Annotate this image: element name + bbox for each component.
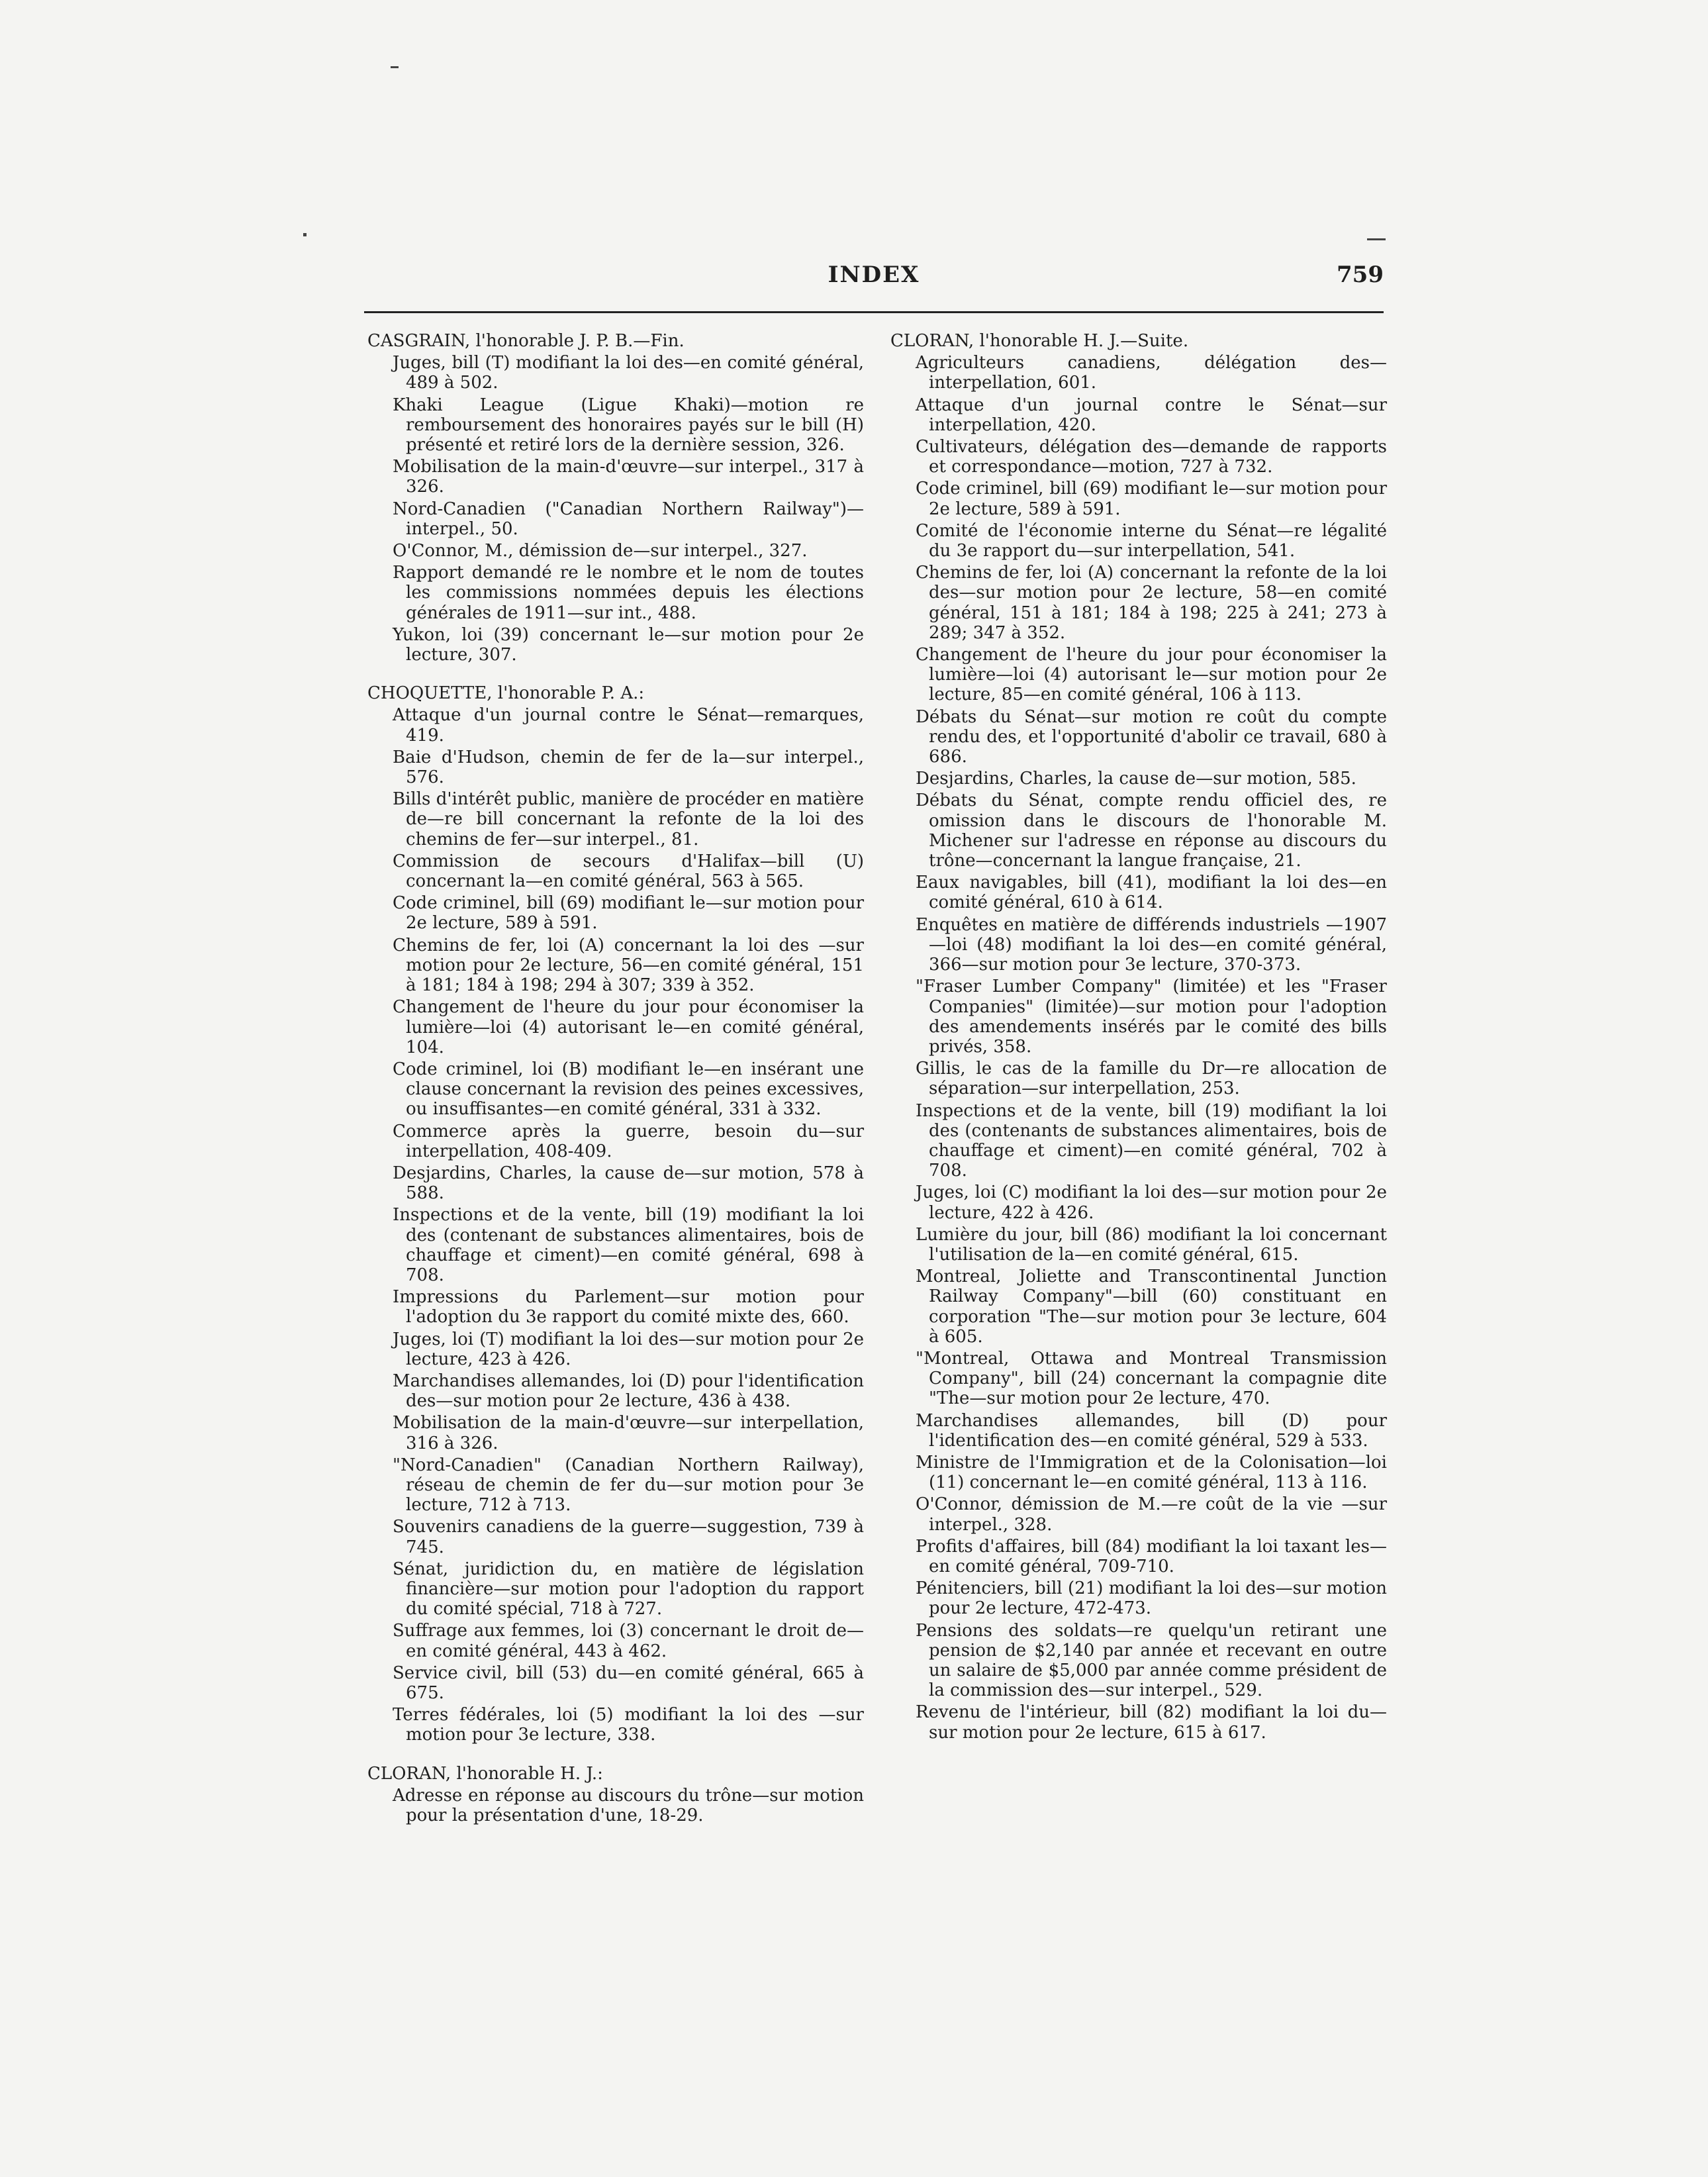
index-entry: Inspections et de la vente, bill (19) modifiant la loi des (contenants de substances alimentaires, bois de chauffage et ciment)—en comité général, 702 à 708. <box>916 1100 1387 1181</box>
index-entry: Juges, bill (T) modifiant la loi des—en comité général, 489 à 502. <box>393 353 864 393</box>
index-entry: Profits d'affaires, bill (84) modifiant la loi taxant les—en comité général, 709-710. <box>916 1536 1387 1576</box>
index-entry: Revenu de l'intérieur, bill (82) modifiant la loi du—sur motion pour 2e lecture, 615 à 617. <box>916 1702 1387 1743</box>
index-entry: Terres fédérales, loi (5) modifiant la loi des —sur motion pour 3e lecture, 338. <box>393 1705 864 1745</box>
index-heading: CHOQUETTE, l'honorable P. A.: <box>367 683 645 704</box>
index-entry: "Montreal, Ottawa and Montreal Transmission Company", bill (24) concernant la compagnie dite "The—sur motion pour 2e lecture, 470. <box>916 1348 1387 1409</box>
index-entry: Marchandises allemandes, bill (D) pour l'identification des—en comité général, 529 à 533. <box>916 1410 1387 1451</box>
index-entry: Code criminel, loi (B) modifiant le—en insérant une clause concernant la revision des peines excessives, ou insuffisantes—en comité général, 331 à 332. <box>393 1059 864 1120</box>
index-entry: "Fraser Lumber Company" (limitée) et les "Fraser Companies" (limitée)—sur motion pour l'adoption des amendements insérés par le comité des bills privés, 358. <box>916 977 1387 1057</box>
scan-mark <box>391 66 399 68</box>
index-entry: O'Connor, M., démission de—sur interpel., 327. <box>393 541 808 561</box>
page-number: 759 <box>1337 262 1384 288</box>
index-entry: "Nord-Canadien" (Canadian Northern Railway), réseau de chemin de fer du—sur motion pour 3e lecture, 712 à 713. <box>393 1455 864 1516</box>
index-entry: Suffrage aux femmes, loi (3) concernant le droit de—en comité général, 443 à 462. <box>393 1621 864 1661</box>
index-entry: Juges, loi (T) modifiant la loi des—sur motion pour 2e lecture, 423 à 426. <box>393 1329 864 1369</box>
index-heading: CLORAN, l'honorable H. J.—Suite. <box>890 331 1189 351</box>
index-entry: Agriculteurs canadiens, délégation des—interpellation, 601. <box>916 353 1387 393</box>
index-column-right <box>890 331 1387 1743</box>
index-entry: Eaux navigables, bill (41), modifiant la loi des—en comité général, 610 à 614. <box>916 873 1387 913</box>
index-entry: Cultivateurs, délégation des—demande de rapports et correspondance—motion, 727 à 732. <box>916 437 1387 477</box>
index-entry: Souvenirs canadiens de la guerre—suggestion, 739 à 745. <box>393 1517 864 1557</box>
index-entry: Changement de l'heure du jour pour économiser la lumière—loi (4) autorisant le—sur motion pour 2e lecture, 85—en comité général, 106 à 113. <box>916 645 1387 705</box>
index-entry: Montreal, Joliette and Transcontinental Junction Railway Company"—bill (60) constituant en corporation "The—sur motion pour 3e lecture, 604 à 605. <box>916 1267 1387 1347</box>
scan-mark <box>303 233 307 236</box>
index-entry: Baie d'Hudson, chemin de fer de la—sur interpel., 576. <box>393 747 864 788</box>
index-entry: Rapport demandé re le nombre et le nom de toutes les commissions nommées depuis les élections générales de 1911—sur int., 488. <box>393 563 864 623</box>
index-entry: Débats du Sénat—sur motion re coût du compte rendu des, et l'opportunité d'abolir ce travail, 680 à 686. <box>916 706 1387 767</box>
index-heading: CLORAN, l'honorable H. J.: <box>367 1763 603 1784</box>
index-entry: Sénat, juridiction du, en matière de législation financière—sur motion pour l'adoption du rapport du comité spécial, 718 à 727. <box>393 1559 864 1620</box>
index-entry: Ministre de l'Immigration et de la Colonisation—loi (11) concernant le—en comité général, 113 à 116. <box>916 1452 1387 1493</box>
scan-mark <box>1367 238 1386 240</box>
index-entry: Pensions des soldats—re quelqu'un retirant une pension de $2,140 par année et recevant en outre un salaire de $5,000 par année comme président de la commission des—sur interpel., 529. <box>916 1620 1387 1701</box>
index-entry: Desjardins, Charles, la cause de—sur motion, 585. <box>916 769 1356 789</box>
index-entry: Desjardins, Charles, la cause de—sur motion, 578 à 588. <box>393 1163 864 1204</box>
index-entry: Bills d'intérêt public, manière de procéder en matière de—re bill concernant la refonte de la loi des chemins de fer—sur interpel., 81. <box>393 789 864 849</box>
index-entry: Attaque d'un journal contre le Sénat—sur interpellation, 420. <box>916 395 1387 435</box>
header-rule <box>364 311 1384 313</box>
index-entry: Changement de l'heure du jour pour économiser la lumière—loi (4) autorisant le—en comité général, 104. <box>393 997 864 1057</box>
index-entry: Mobilisation de la main-d'œuvre—sur interpellation, 316 à 326. <box>393 1413 864 1453</box>
index-entry: Lumière du jour, bill (86) modifiant la loi concernant l'utilisation de la—en comité général, 615. <box>916 1224 1387 1265</box>
index-entry: O'Connor, démission de M.—re coût de la vie —sur interpel., 328. <box>916 1494 1387 1535</box>
index-entry: Mobilisation de la main-d'œuvre—sur interpel., 317 à 326. <box>393 457 864 497</box>
index-entry: Enquêtes en matière de différends industriels —1907—loi (48) modifiant la loi des—en comité général, 366—sur motion pour 3e lecture, 370-373. <box>916 914 1387 975</box>
index-entry: Service civil, bill (53) du—en comité général, 665 à 675. <box>393 1663 864 1703</box>
index-entry: Juges, loi (C) modifiant la loi des—sur motion pour 2e lecture, 422 à 426. <box>916 1183 1387 1223</box>
index-entry: Comité de l'économie interne du Sénat—re légalité du 3e rapport du—sur interpellation, 541. <box>916 520 1387 561</box>
index-heading: CASGRAIN, l'honorable J. P. B.—Fin. <box>367 331 685 351</box>
index-entry: Nord-Canadien ("Canadian Northern Railway")—interpel., 50. <box>393 499 864 539</box>
index-entry: Inspections et de la vente, bill (19) modifiant la loi des (contenant de substances alimentaires, bois de chauffage et ciment)—en comité général, 698 à 708. <box>393 1205 864 1285</box>
page-title: INDEX <box>828 262 920 288</box>
index-entry: Chemins de fer, loi (A) concernant la loi des —sur motion pour 2e lecture, 56—en comité général, 151 à 181; 184 à 198; 294 à 307; 339 à 352. <box>393 935 864 996</box>
index-entry: Commission de secours d'Halifax—bill (U) concernant la—en comité général, 563 à 565. <box>393 851 864 892</box>
index-entry: Code criminel, bill (69) modifiant le—sur motion pour 2e lecture, 589 à 591. <box>916 479 1387 519</box>
index-entry: Commerce après la guerre, besoin du—sur interpellation, 408-409. <box>393 1121 864 1161</box>
index-column-left <box>367 331 864 1825</box>
index-entry: Adresse en réponse au discours du trône—sur motion pour la présentation d'une, 18-29. <box>393 1785 864 1826</box>
index-entry: Impressions du Parlement—sur motion pour l'adoption du 3e rapport du comité mixte des, 660. <box>393 1287 864 1328</box>
index-entry: Code criminel, bill (69) modifiant le—sur motion pour 2e lecture, 589 à 591. <box>393 893 864 934</box>
index-entry: Attaque d'un journal contre le Sénat—remarques, 419. <box>393 705 864 746</box>
index-entry: Marchandises allemandes, loi (D) pour l'identification des—sur motion pour 2e lecture, 436 à 438. <box>393 1371 864 1412</box>
index-entry: Yukon, loi (39) concernant le—sur motion pour 2e lecture, 307. <box>393 624 864 665</box>
index-entry: Chemins de fer, loi (A) concernant la refonte de la loi des—sur motion pour 2e lecture, 58—en comité général, 151 à 181; 184 à 198; 225 à 241; 273 à 289; 347 à 352. <box>916 563 1387 643</box>
index-entry: Pénitenciers, bill (21) modifiant la loi des—sur motion pour 2e lecture, 472-473. <box>916 1578 1387 1619</box>
index-entry: Khaki League (Ligue Khaki)—motion re remboursement des honoraires payés sur le bill (H) présenté et retiré lors de la dernière session, 326. <box>393 395 864 456</box>
index-entry: Gillis, le cas de la famille du Dr—re allocation de séparation—sur interpellation, 253. <box>916 1059 1387 1099</box>
index-entry: Débats du Sénat, compte rendu officiel des, re omission dans le discours de l'honorable M. Michener sur l'adresse en réponse au discours du trône—concernant la langue française, 21. <box>916 791 1387 871</box>
page-header <box>364 262 1384 314</box>
